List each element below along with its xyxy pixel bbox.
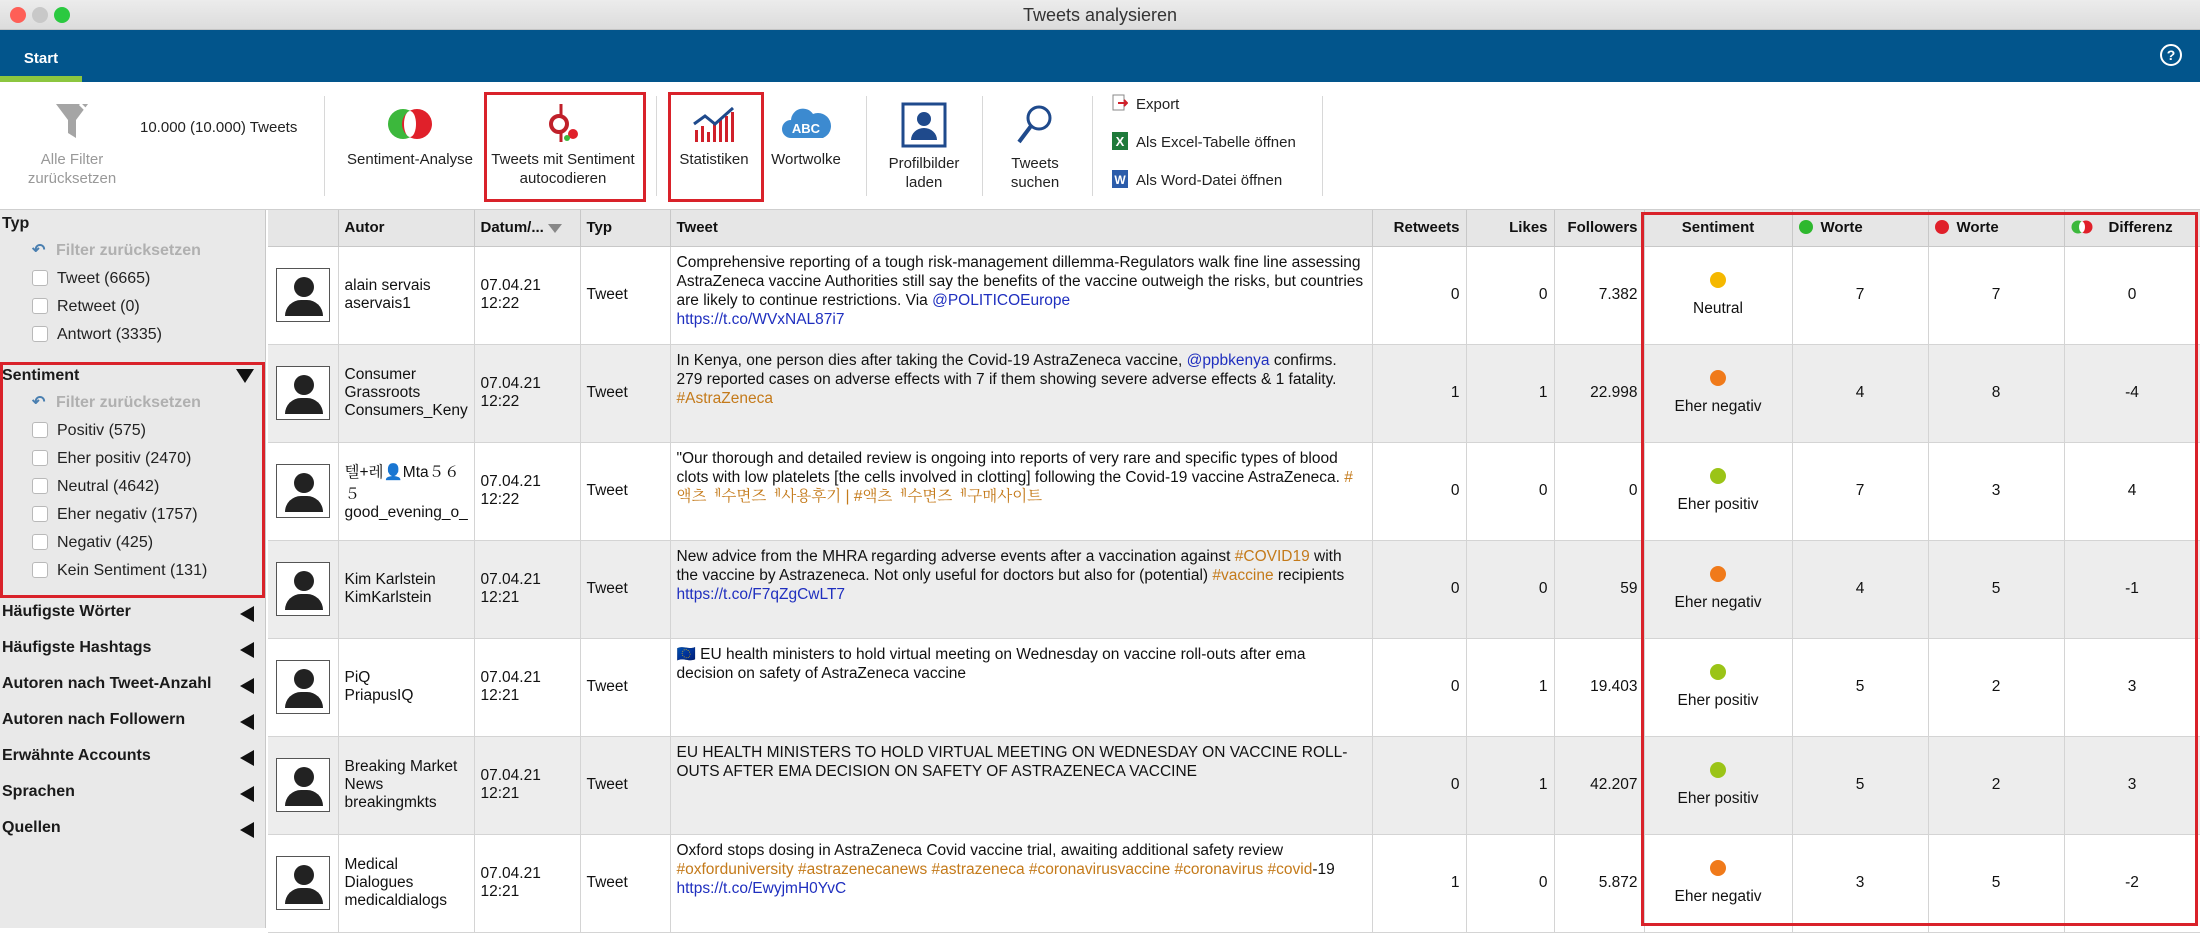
window-titlebar [0,0,2200,30]
sentiment-label: Eher positiv [1677,692,1759,709]
section-typ[interactable]: Typ [2,215,30,232]
negative-words-count: 5 [1928,540,2064,638]
statistics-label: Statistiken [679,151,749,168]
retweets-count: 0 [1372,540,1466,638]
likes-count: 0 [1466,834,1554,932]
filter-eher-positiv-label: Eher positiv (2470) [57,450,192,467]
likes-count: 1 [1466,638,1554,736]
avatar [276,366,330,420]
tweet-text-part: Comprehensive reporting of a tough risk-management dillemma-Regulators walk fine line assessing AstraZeneca vaccine Authorities still say the benefits of the vaccine outweigh the risks, but countries are likely to continue restrictions. Via [676,253,1364,309]
section-label: Häufigste Wörter [2,603,131,620]
avatar [276,856,330,910]
avatar [276,660,330,714]
tweet-text-part: 🇪🇺 EU health ministers to hold virtual meeting on Wednesday on vaccine roll-outs after ema decision on safety of AstraZeneca vaccine [676,645,1306,682]
expand-arrow-icon[interactable] [240,822,254,838]
search-tweets-label: Tweets suchen [1010,155,1060,191]
section-autoren-followern[interactable] [2,708,260,732]
negative-words-count: 8 [1928,344,2064,442]
author-name: 텔+레👤Mta５６５ [344,464,460,503]
sentiment-cell [1644,736,1792,834]
typ-reset-label: Filter zurücksetzen [56,242,201,259]
tweet-time: 12:21 [480,785,520,802]
table-row[interactable] [268,344,2200,442]
tab-start[interactable] [0,48,82,82]
toolbar-separator [656,96,657,196]
followers-count: 5.872 [1554,834,1644,932]
table-row[interactable] [268,540,2200,638]
hashtag-link[interactable]: #oxforduniversity #astrazenecanews #astrazeneca #coronavirusvaccine #coronavirus #covid [676,860,1313,878]
author-handle: aservais1 [344,295,411,312]
filter-negativ-label: Negativ (425) [57,534,154,551]
tweet-type: Tweet [580,442,670,540]
filter-kein-sentiment-label: Kein Sentiment (131) [57,562,208,579]
tweet-date: 07.04.21 [480,473,541,490]
positive-words-count: 3 [1792,834,1928,932]
search-tweets-button[interactable] [992,102,1078,192]
toolbar-separator [866,96,867,196]
section-label: Häufigste Hashtags [2,639,152,656]
autocode-label: Tweets mit Sentiment autocodieren [491,151,635,187]
col-negative-words[interactable] [1928,210,2064,246]
sentiment-dot-icon [1710,860,1726,876]
toolbar [0,82,2200,210]
expand-arrow-icon[interactable] [240,786,254,802]
difference-value: 3 [2064,736,2200,834]
retweets-count: 1 [1372,344,1466,442]
section-label: Autoren nach Tweet-Anzahl [2,675,212,692]
tweet-text-part: Oxford stops dosing in AstraZeneca Covid vaccine trial, awaiting additional safety review [676,841,1284,859]
open-excel-label: Als Excel-Tabelle öffnen [1136,134,1296,151]
sentiment-label: Eher positiv [1677,496,1759,513]
filter-retweet[interactable] [32,296,140,318]
section-erwaehnte-accounts[interactable] [2,744,260,768]
filter-antwort-label: Antwort (3335) [57,326,162,343]
section-quellen[interactable] [2,816,260,840]
filter-neutral-label: Neutral (4642) [57,478,160,495]
difference-value: 4 [2064,442,2200,540]
col-retweets[interactable]: Retweets [1372,210,1466,246]
open-excel-button[interactable] [1112,132,1296,154]
table-row[interactable] [268,246,2200,344]
col-followers[interactable]: Followers [1554,210,1644,246]
section-label: Erwähnte Accounts [2,747,151,764]
reset-arrow-icon: ↶ [32,394,46,411]
sentiment-label: Eher negativ [1674,888,1762,905]
positive-words-count: 4 [1792,540,1928,638]
tweet-type: Tweet [580,344,670,442]
difference-value: 0 [2064,246,2200,344]
likes-count: 0 [1466,246,1554,344]
col-positive-words[interactable] [1792,210,1928,246]
statistics-highlight [668,92,764,202]
positive-dot-icon [1799,220,1813,234]
negative-dot-icon [1935,220,1949,234]
filter-sidebar [0,210,266,928]
tweets-table [268,210,2200,928]
col-positive-words-label: Worte [1820,219,1863,237]
sentiment-dot-icon [1710,272,1726,288]
tweet-time: 12:21 [480,589,520,606]
filter-eher-negativ-label: Eher negativ (1757) [57,506,198,523]
reset-filters-button[interactable] [22,100,122,188]
author-handle: PriapusIQ [344,687,414,704]
col-datum[interactable] [474,210,580,246]
col-autor[interactable]: Autor [338,210,474,246]
negative-words-count: 7 [1928,246,2064,344]
tweet-time: 12:22 [480,393,520,410]
author-name: PiQ [344,669,371,686]
avatar [276,464,330,518]
sentiment-cell [1644,344,1792,442]
sort-descending-icon [548,224,562,233]
export-button[interactable] [1112,94,1179,116]
avatar [276,758,330,812]
ribbon-tab-bar [0,30,2200,82]
negative-words-count: 3 [1928,442,2064,540]
checkbox[interactable] [32,298,48,314]
search-icon [1013,102,1057,148]
checkbox[interactable] [32,270,48,286]
tweet-text [670,344,1372,442]
author-name: Kim Karlstein [344,571,436,588]
tweet-time: 12:21 [480,883,520,900]
wordcloud-button[interactable] [764,102,848,169]
followers-count: 19.403 [1554,638,1644,736]
difference-value: -4 [2064,344,2200,442]
positive-words-count: 7 [1792,246,1928,344]
excel-icon [1112,132,1128,150]
reset-filters-label: Alle Filter zurücksetzen [27,151,117,187]
retweets-count: 0 [1372,736,1466,834]
tweet-date: 07.04.21 [480,277,541,294]
svg-text:W: W [1114,173,1126,187]
table-row[interactable] [268,442,2200,540]
section-sprachen[interactable] [2,780,260,804]
hashtag-link[interactable]: #COVID19 [1234,547,1310,565]
wordcloud-label: Wortwolke [771,151,841,168]
open-word-label: Als Word-Datei öffnen [1136,172,1283,189]
tweet-type: Tweet [580,736,670,834]
sentiment-cell [1644,540,1792,638]
tweet-text [670,736,1372,834]
positive-words-count: 5 [1792,638,1928,736]
filter-retweet-label: Retweet (0) [57,298,140,315]
sentiment-icon [386,104,434,144]
mention-link[interactable]: @ppbkenya [1186,351,1270,369]
col-typ[interactable]: Typ [580,210,670,246]
sentiment-dot-icon [1710,664,1726,680]
tweet-date: 07.04.21 [480,669,541,686]
section-haeufigste-woerter[interactable] [2,600,260,624]
col-avatar[interactable] [268,210,338,246]
likes-count: 0 [1466,540,1554,638]
tweet-type: Tweet [580,540,670,638]
sentiment-diff-icon [2071,220,2093,234]
autocode-highlight [484,92,646,202]
tweet-text-part: with the vaccine by Astrazeneca. Not only useful for doctors but also for (potential) [676,547,1342,584]
sentiment-label: Eher negativ [1674,398,1762,415]
author-name: Consumer Grassroots [344,366,421,401]
tweet-text-part: In Kenya, one person dies after taking the Covid-19 AstraZeneca vaccine, [676,351,1187,369]
author-handle: Consumers_Keny [344,402,468,419]
tweet-text [670,442,1372,540]
toolbar-separator [1322,96,1323,196]
followers-count: 0 [1554,442,1644,540]
funnel-icon [52,100,92,144]
url-link[interactable]: https://t.co/F7qZgCwLT7 [676,585,846,603]
filter-antwort[interactable] [32,324,162,346]
author-handle: breakingmkts [344,794,437,811]
table-header-row [268,210,2200,246]
filter-tweet-label: Tweet (6665) [57,270,151,287]
export-icon [1112,94,1128,112]
sentiment-label: Eher positiv [1677,790,1759,807]
sentiment-dot-icon [1710,468,1726,484]
likes-count: 1 [1466,736,1554,834]
toolbar-separator [324,96,325,196]
tweet-type: Tweet [580,638,670,736]
sentiment-dot-icon [1710,370,1726,386]
filter-tweet[interactable] [32,268,150,290]
section-label: Quellen [2,819,61,836]
section-haeufigste-hashtags[interactable] [2,636,260,660]
table-row[interactable] [268,638,2200,736]
section-autoren-tweet-anzahl[interactable] [2,672,260,696]
positive-words-count: 4 [1792,344,1928,442]
tweet-date: 07.04.21 [480,767,541,784]
toolbar-separator [1092,96,1093,196]
tweet-text-part: "Our thorough and detailed review is ongoing into reports of very rare and specific types of blood clots with low platelets [the cells involved in clotting] following the Covid-19 vaccine AstraZeneca. [676,449,1345,486]
checkbox[interactable] [32,326,48,342]
section-label: Sprachen [2,783,75,800]
tweet-date: 07.04.21 [480,571,541,588]
sentiment-label: Eher negativ [1674,594,1762,611]
likes-count: 0 [1466,442,1554,540]
sentiment-dot-icon [1710,566,1726,582]
hashtag-link[interactable]: #vaccine [1212,566,1274,584]
tweet-type: Tweet [580,834,670,932]
table-row[interactable] [268,736,2200,834]
tweet-time: 12:22 [480,491,520,508]
tweet-text-part: confirms. 279 reported cases on adverse effects with 7 if them showing severe adverse effects & 1 fatality. [676,351,1337,388]
tweet-text-part: recipients [1273,566,1345,584]
reset-arrow-icon: ↶ [32,242,46,259]
col-difference[interactable] [2064,210,2200,246]
followers-count: 7.382 [1554,246,1644,344]
open-word-button[interactable] [1112,170,1282,192]
author-name: Medical Dialogues [344,856,414,891]
author-name: alain servais [344,277,431,294]
expand-arrow-icon[interactable] [240,642,254,658]
tweet-text [670,638,1372,736]
tweet-text [670,834,1372,932]
window-title: Tweets analysieren [1022,5,1178,25]
author-name: Breaking Market News [344,758,458,793]
url-link[interactable]: https://t.co/WVxNAL87i7 [676,310,845,328]
positive-words-count: 5 [1792,736,1928,834]
expand-arrow-icon[interactable] [240,606,254,622]
sentiment-label: Neutral [1693,300,1743,317]
svg-text:X: X [1115,134,1125,149]
col-datum-label: Datum/... [480,219,544,237]
filter-positiv-label: Positiv (575) [57,422,146,439]
sentiment-cell [1644,246,1792,344]
tweet-time: 12:22 [480,295,520,312]
likes-count: 1 [1466,344,1554,442]
expand-arrow-icon[interactable] [240,678,254,694]
hashtag-link[interactable]: #AstraZeneca [676,389,773,407]
tweet-text-part: EU HEALTH MINISTERS TO HOLD VIRTUAL MEETING ON WEDNESDAY ON VACCINE ROLL-OUTS AFTER EMA DECISION ON SAFETY OF ASTRAZENECA VACCINE [676,743,1348,780]
col-difference-label: Differenz [2108,219,2173,237]
sentiment-cell [1644,834,1792,932]
avatar [276,268,330,322]
author-handle: KimKarlstein [344,589,432,606]
followers-count: 22.998 [1554,344,1644,442]
retweets-count: 0 [1372,442,1466,540]
section-label: Autoren nach Followern [2,711,186,728]
sentiment-analysis-label: Sentiment-Analyse [347,151,473,168]
tab-start-label: Start [23,50,59,67]
author-handle: good_evening_o_ [344,504,468,521]
help-icon[interactable]: ? [2160,44,2182,66]
profile-pics-label: Profilbilder laden [888,155,960,191]
expand-arrow-icon[interactable] [240,750,254,766]
mention-link[interactable]: @POLITICOEurope [932,291,1071,309]
col-likes[interactable]: Likes [1466,210,1554,246]
cloud-icon [781,102,831,144]
tweet-text-part: -19 [1312,860,1335,878]
tweet-time: 12:21 [480,687,520,704]
negative-words-count: 2 [1928,736,2064,834]
col-sentiment[interactable]: Sentiment [1644,210,1792,246]
negative-words-count: 2 [1928,638,2064,736]
tweet-text-part: New advice from the MHRA regarding adverse events after a vaccination against [676,547,1235,565]
col-negative-words-label: Worte [1956,219,1999,237]
tweet-count: 10.000 (10.000) Tweets [140,119,298,136]
followers-count: 42.207 [1554,736,1644,834]
tweet-date: 07.04.21 [480,375,541,392]
profile-pics-button[interactable] [874,102,974,192]
col-tweet[interactable]: Tweet [670,210,1372,246]
retweets-count: 1 [1372,834,1466,932]
positive-words-count: 7 [1792,442,1928,540]
toolbar-separator [982,96,983,196]
avatar [276,562,330,616]
url-link[interactable]: https://t.co/EwyjmH0YvC [676,879,847,897]
sentiment-reset-label: Filter zurücksetzen [56,394,201,411]
table-row[interactable] [268,834,2200,932]
export-label: Export [1136,96,1180,113]
profile-picture-icon [901,102,947,148]
difference-value: -1 [2064,540,2200,638]
section-sentiment-label: Sentiment [2,367,80,384]
hashtag-link[interactable]: #액츠ᅦ수면즈ᅦ사용후기 | #액츠ᅦ수면즈ᅦ구매사이트 [676,468,1353,505]
sentiment-filter-highlight [0,362,265,598]
sentiment-dot-icon [1710,762,1726,778]
negative-words-count: 5 [1928,834,2064,932]
typ-reset-filter[interactable] [32,240,201,262]
difference-value: -2 [2064,834,2200,932]
author-handle: medicaldialogs [344,892,448,909]
tweet-type: Tweet [580,246,670,344]
sentiment-cell [1644,442,1792,540]
retweets-count: 0 [1372,246,1466,344]
followers-count: 59 [1554,540,1644,638]
difference-value: 3 [2064,638,2200,736]
sentiment-analysis-button[interactable] [342,104,478,169]
svg-text:ABC: ABC [791,121,821,136]
tweet-text [670,540,1372,638]
tweet-text [670,246,1372,344]
tweet-date: 07.04.21 [480,865,541,882]
expand-arrow-icon[interactable] [240,714,254,730]
sentiment-cell [1644,638,1792,736]
retweets-count: 0 [1372,638,1466,736]
word-icon [1112,170,1128,188]
